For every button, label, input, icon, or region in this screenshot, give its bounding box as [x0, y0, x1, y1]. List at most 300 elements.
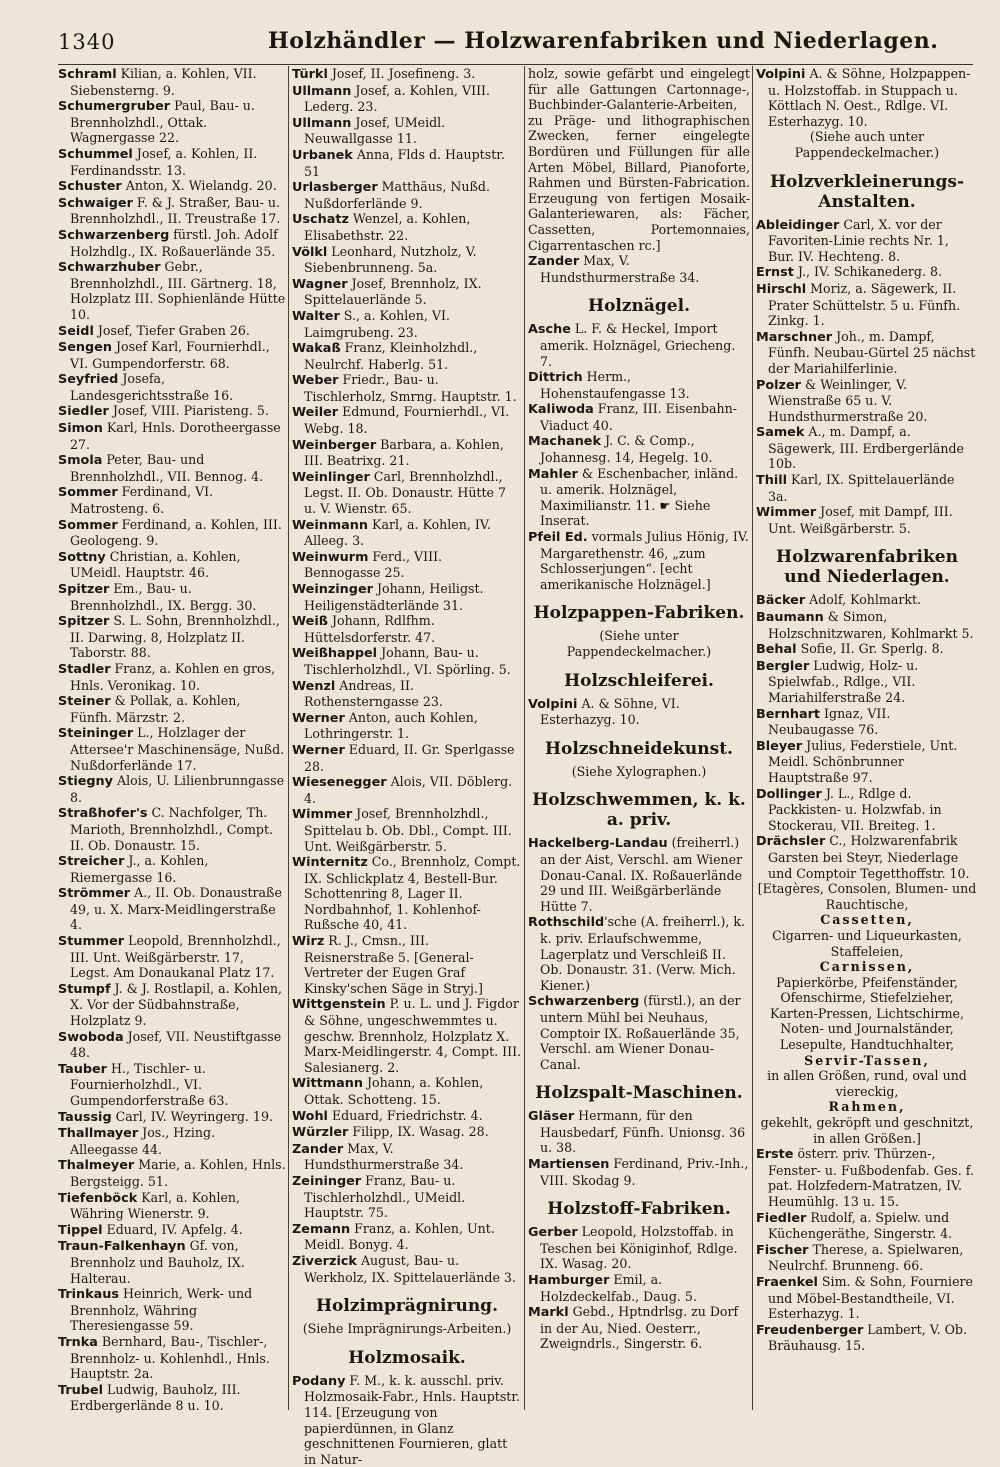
entry-name: Stumpf: [58, 981, 111, 997]
entry-text: Ludwig, Holz- u. Spielwfab., Rdlge., VII. Mariahilferstraße 24.: [768, 657, 919, 705]
directory-entry: [756, 1322, 978, 1354]
entry-name: Schwarzenberg: [58, 227, 170, 243]
directory-entry: [292, 211, 522, 243]
directory-entry: [756, 658, 978, 706]
entry-name: Sengen: [58, 340, 112, 356]
directory-entry: [58, 661, 286, 693]
entry-name: Marschner: [756, 329, 833, 345]
directory-entry: [292, 276, 522, 308]
entry-text: Karl, a. Kohlen, Währing Wienerstr. 9.: [70, 1189, 241, 1222]
entry-text: Filipp, IX. Wasag. 28.: [348, 1124, 489, 1140]
entry-text: Friedr., Bau- u. Tischlerholz, Smrng. Hauptstr. 1.: [304, 372, 517, 404]
entry-name: Schwarzhuber: [58, 260, 161, 276]
directory-entry: [58, 452, 286, 484]
section-heading: Holzschleiferei.: [564, 670, 714, 691]
entry-text: Gf. von, Brennholz und Bauholz, IX. Halterau.: [70, 1238, 245, 1286]
entry-name: Schwaiger: [58, 195, 133, 211]
entry-name: Tippel: [58, 1222, 103, 1238]
directory-entry: [58, 549, 286, 581]
entry-text: A. & Söhne, Holzpappen- u. Holzstoffab. in Stuppach u. Köttlach N. Oest., Rdlge. VI. Esterhazyg. 10.: [768, 66, 971, 129]
directory-entry: [756, 472, 978, 504]
entry-text: Josef, UMeidl. Neuwallgasse 11.: [304, 114, 446, 147]
entry-name: Sommer: [58, 485, 118, 501]
entry-list: [528, 835, 750, 1072]
entry-name: Tiefenböck: [58, 1190, 138, 1206]
entry-text: S., a. Kohlen, VI. Laimgrubeng. 23.: [304, 307, 450, 340]
entry-text: Johann, Heiligst. Heiligenstädterlände 31.: [304, 581, 484, 613]
entry-text: Josef, Brennholz, IX. Spittelauerlände 5.: [304, 275, 482, 308]
entry-text: Ludwig, Bauholz, III. Erdbergerlände 8 u. 10.: [70, 1381, 241, 1414]
directory-entry: [58, 1125, 286, 1157]
entry-text: Bernhard, Bau-, Tischler-, Brennholz- u. Kohlenhdl., Hnls. Hauptstr. 2a.: [70, 1333, 270, 1382]
directory-entry: [292, 437, 522, 469]
entry-text: Gebd., Hptndrlsg. zu Dorf in der Au, Nied. Oesterr., Zweigndrls., Singerstr. 6.: [540, 1304, 739, 1352]
entry-name: Schuster: [58, 179, 122, 195]
section-heading: Holzschneidekunst.: [545, 738, 733, 759]
directory-entry: [58, 725, 286, 773]
section-heading: Holzmosaik.: [348, 1347, 466, 1368]
section-heading: Holzpappen-Fabriken.: [533, 603, 745, 624]
directory-entry: [528, 466, 750, 529]
entry-text: Eduard, II. Gr. Sperlgasse 28.: [304, 741, 515, 774]
directory-entry: [756, 592, 978, 609]
entry-name: Schumergruber: [58, 99, 171, 115]
entry-list: [756, 592, 978, 881]
continued-text: holz, sowie gefärbt und eingelegt für alle Gattungen Cartonnage-, Buchbinder-Galanterie-Arbeiten, zu Präge- und lithographischen Zwecken, ferner eingelegte Bordüren und Füllungen für alle Arten Möbel, Billard, Pianoforte, Rahmen und Bürsten-Fabrication. Erzeugung von fertigen Mosaik-Galanteriewaren, als: Fächer, Cassetten, Portemonnaies, Cigarrentaschen rc.]: [528, 66, 750, 253]
entry-name: Spitzer: [58, 582, 110, 597]
directory-entry: [756, 738, 978, 786]
directory-entry: [58, 1109, 286, 1126]
directory-entry: [292, 774, 522, 806]
entry-text: J. L., Rdlge d. Packkisten- u. Holzwfab. in Stockerau, VII. Breiteg. 1.: [768, 785, 942, 833]
entry-name: Spitzer: [58, 614, 110, 630]
entry-name: Volpini: [756, 67, 806, 82]
entry-name: Wohl: [292, 1108, 328, 1124]
entry-name: Wittmann: [292, 1076, 363, 1092]
entry-name: Seyfried: [58, 372, 119, 388]
entry-text: Alois, U. Lilienbrunngasse 8.: [70, 773, 285, 805]
entry-text: Alois, VII. Döblerg. 4.: [304, 774, 513, 806]
directory-entry: [292, 1373, 522, 1467]
directory-entry: [58, 1334, 286, 1382]
directory-entry: [58, 1286, 286, 1334]
directory-entry: [528, 529, 750, 592]
directory-entry: [292, 678, 522, 710]
section-note: (Siehe Xylographen.): [571, 763, 707, 779]
entry-name: Trinkaus: [58, 1287, 120, 1303]
entry-name: Werner: [292, 710, 345, 726]
directory-entry: [756, 1210, 978, 1242]
entry-text: Leopold, Holzstoffab. in Teschen bei Königinhof, Rdlge. IX. Wasag. 20.: [540, 1224, 738, 1272]
entry-name: Volpini: [528, 696, 578, 712]
entry-text: Josef, a. Kohlen, VIII. Lederg. 23.: [304, 82, 491, 115]
directory-entry: [58, 323, 286, 340]
entry-list: [58, 66, 286, 1414]
entry-text: Julius, Federstiele, Unt. Meidl. Schönbrunner Hauptstraße 97.: [768, 737, 958, 785]
entry-text: Franz, a. Kohlen en gros, Hnls. Veronikag. 10.: [70, 660, 276, 693]
directory-entry: [756, 66, 978, 129]
directory-entry: [58, 227, 286, 259]
entry-text: Christian, a. Kohlen, UMeidl. Hauptstr. 46.: [70, 548, 241, 581]
column-divider: [752, 66, 753, 1410]
directory-entry: [58, 1238, 286, 1286]
entry-name: Weinberger: [292, 437, 377, 453]
entry-text: Sim. & Sohn, Fourniere und Möbel-Bestandtheile, VI. Esterhazyg. 1.: [768, 1273, 973, 1322]
entry-name: Würzler: [292, 1125, 349, 1141]
entry-name: Thill: [756, 473, 787, 489]
directory-entry: [292, 996, 522, 1075]
directory-entry: [292, 1141, 522, 1173]
entry-name: Seidl: [58, 323, 94, 339]
entry-name: Thallmayer: [58, 1126, 139, 1142]
entry-name: Hackelberg-Landau: [528, 836, 668, 852]
entry-name: Weinwurm: [292, 549, 369, 565]
entry-name: Werner: [292, 742, 345, 758]
column-3: [528, 66, 750, 1416]
entry-name: Behal: [756, 642, 797, 658]
entry-name: Urbanek: [292, 147, 353, 163]
entry-name: Thalmeyer: [58, 1158, 135, 1174]
page-header: [58, 30, 968, 62]
entry-name: Swoboda: [58, 1029, 124, 1045]
entry-name: Zander: [528, 254, 580, 270]
directory-entry: [528, 914, 750, 993]
entry-text: Anna, Flds d. Hauptstr. 51: [304, 146, 505, 179]
entry-text: Karl, a. Kohlen, IV. Alleeg. 3.: [304, 516, 491, 549]
entry-text: Rudolf, a. Spielw. und Küchengeräthe, Singerstr. 4.: [768, 1209, 953, 1242]
header-rule: [58, 64, 973, 65]
entry-text: H., Tischler- u. Fournierholzhdl., VI. Gumpendorferstraße 63.: [70, 1060, 229, 1108]
entry-name: Wakaß: [292, 341, 341, 357]
directory-entry: [756, 1242, 978, 1274]
entry-name: Stummer: [58, 934, 125, 950]
entry-name: Weinmann: [292, 517, 369, 533]
entry-text: Ferdinand, a. Kohlen, III. Geologeng. 9.: [70, 516, 282, 549]
entry-list: [292, 66, 522, 1285]
directory-entry: [292, 308, 522, 340]
column-4: [756, 66, 978, 1416]
entry-name: Samek: [756, 425, 805, 441]
directory-entry: [58, 339, 286, 371]
directory-entry: [58, 1190, 286, 1222]
running-title: Holzhändler — Holzwarenfabriken und Niederlagen.: [268, 28, 939, 54]
entry-text: J. & J. Rostlapil, a. Kohlen, X. Vor der Südbahnstraße, Holzplatz 9.: [70, 980, 283, 1029]
entry-text: Em., Bau- u. Brennholzhdl., IX. Bergg. 30.: [70, 581, 257, 613]
entry-name: Weinzinger: [292, 582, 373, 597]
directory-entry: [292, 66, 522, 83]
entry-list: [756, 1146, 978, 1354]
entry-list: [528, 1224, 750, 1352]
entry-name: Ullmann: [292, 115, 352, 131]
entry-list: [528, 696, 750, 728]
entry-text: A., m. Dampf, a. Sägewerk, III. Erdbergerlände 10b.: [768, 424, 964, 472]
entry-name: Podany: [292, 1373, 346, 1389]
entry-list: [528, 321, 750, 592]
directory-entry: [58, 613, 286, 661]
directory-entry: [756, 329, 978, 377]
directory-entry: [528, 835, 750, 914]
entry-name: Polzer: [756, 377, 801, 393]
directory-entry: [58, 371, 286, 403]
entry-text: Edmund, Fournierhdl., VI. Webg. 18.: [304, 404, 510, 437]
entry-text: Carl, X. vor der Favoriten-Linie rechts Nr. 1, Bur. IV. Hechteng. 8.: [768, 216, 949, 264]
entry-text: P. u. L. und J. Figdor & Söhne, ungeschwemmtes u. geschw. Brennholz, Holzplatz X. Marx-Meidlingerstr. 4, Compt. III. Salesianerg. 2.: [304, 996, 522, 1075]
directory-entry: [292, 83, 522, 115]
directory-entry: [292, 806, 522, 854]
entry-text: Kilian, a. Kohlen, VII. Siebensterng. 9.: [70, 66, 257, 98]
directory-entry: [756, 424, 978, 472]
directory-entry: [58, 693, 286, 725]
entry-name: Stiegny: [58, 774, 114, 790]
directory-entry: [528, 1108, 750, 1156]
directory-entry: [58, 420, 286, 452]
entry-text: Ignaz, VII. Neubaugasse 76.: [768, 705, 891, 738]
entry-name: Streicher: [58, 854, 125, 870]
directory-entry: [58, 1222, 286, 1239]
entry-name: Zeininger: [292, 1173, 362, 1189]
entry-text: Josef, mit Dampf, III. Unt. Weißgärberstr. 5.: [768, 504, 953, 536]
directory-entry: [58, 581, 286, 613]
directory-entry: [292, 1108, 522, 1125]
entry-text: Franz, III. Eisenbahn-Viaduct 40.: [540, 401, 737, 433]
directory-entry: [528, 1304, 750, 1352]
advert-line: Papierkörbe, Pfeifenständer, Ofenschirme, Stiefelzieher, Karten-Pressen, Lichtschirme,: [770, 974, 964, 1021]
directory-entry: [292, 517, 522, 549]
entry-text: Lambert, V. Ob. Bräuhausg. 15.: [768, 1321, 967, 1354]
column-divider: [524, 66, 525, 1410]
advert-line: Noten- und Journalständer,: [780, 1021, 954, 1037]
directory-entry: [528, 993, 750, 1072]
entry-list: [528, 1108, 750, 1188]
directory-entry: [528, 321, 750, 369]
entry-text: Ferd., VIII. Bennogasse 25.: [304, 548, 443, 581]
entry-name: Bergler: [756, 658, 810, 674]
entry-name: Bäcker: [756, 593, 806, 609]
directory-entry: [58, 178, 286, 195]
entry-name: Hamburger: [528, 1273, 610, 1289]
directory-entry: [756, 1274, 978, 1322]
entry-text: A. & Söhne, VI. Esterhazyg. 10.: [540, 695, 680, 728]
entry-name: Steininger: [58, 726, 134, 742]
entry-text: Max, V. Hundsthurmerstraße 34.: [304, 1140, 464, 1173]
directory-entry: [292, 549, 522, 581]
section-heading: Holzwarenfabriken und Niederlagen.: [776, 547, 958, 588]
entry-text: Anton, X. Wielandg. 20.: [121, 178, 277, 194]
entry-text: S. L. Sohn, Brennholzhdl., II. Darwing. 8, Holzplatz II. Taborstr. 88.: [70, 613, 280, 661]
directory-entry: [58, 885, 286, 933]
entry-text: Joh., m. Dampf, Fünfh. Neubau-Gürtel 25 nächst der Mariahilferlinie.: [768, 328, 976, 376]
entry-name: Wiesenegger: [292, 775, 387, 791]
directory-entry: [58, 933, 286, 981]
entry-name: Pfeil Ed.: [528, 530, 588, 546]
entry-text: C. Nachfolger, Th. Marioth, Brennholzhdl., Compt. II. Ob. Donaustr. 15.: [70, 805, 274, 853]
entry-text: Co., Brennholz, Compt. IX. Schlickplatz 4, Bestell-Bur. Schottenring 8, Lager II. Nordbahnhof, 1. Kohlenhof-Rußsche 40, 41.: [304, 854, 521, 933]
entry-text: Andreas, II. Rothensterngasse 23.: [304, 677, 443, 710]
directory-entry: [292, 710, 522, 742]
entry-text: Karl, Hnls. Dorotheergasse 27.: [70, 420, 281, 452]
section-heading: Holzschwemmen, k. k. a. priv.: [532, 790, 746, 831]
entry-text: Anton, auch Kohlen, Lothringerstr. 1.: [304, 709, 478, 742]
entry-name: Martiensen: [528, 1157, 610, 1173]
entry-text: Moriz, a. Sägewerk, II. Prater Schüttelstr. 5 u. Fünfh. Zinkg. 1.: [768, 280, 961, 329]
entry-name: Weiler: [292, 405, 339, 421]
directory-entry: [528, 369, 750, 401]
entry-text: Marie, a. Kohlen, Hnls. Bergsteigg. 51.: [70, 1157, 286, 1189]
entry-name: Strömmer: [58, 886, 131, 902]
entry-name: Weber: [292, 373, 339, 389]
entry-name: Hirschl: [756, 281, 807, 297]
section-heading: Holzimprägnirung.: [315, 1296, 498, 1317]
entry-name: Schraml: [58, 67, 117, 82]
directory-entry: [528, 696, 750, 728]
directory-entry: [58, 981, 286, 1029]
directory-entry: [58, 805, 286, 853]
entry-name: Sottny: [58, 549, 106, 565]
directory-entry: [292, 372, 522, 404]
directory-entry: [58, 1061, 286, 1109]
advert-line: Rahmen,: [828, 1099, 906, 1115]
directory-entry: [292, 613, 522, 645]
entry-text: Max, V. Hundsthurmerstraße 34.: [540, 253, 700, 285]
entry-text: Josef, II. Josefineng. 3.: [327, 66, 476, 81]
directory-entry: [292, 1221, 522, 1253]
entry-name: Ableidinger: [756, 217, 840, 233]
entry-text: Franz, Kleinholzhdl., Neulrchf. Haberlg. 51.: [304, 340, 478, 372]
entry-name: Wagner: [292, 276, 348, 292]
entry-text: Gebr., Brennholzhdl., III. Gärtnerg. 18, Holzplatz III. Sophienlände Hütte 10.: [70, 259, 286, 322]
entry-name: Wirz: [292, 934, 325, 950]
section-heading: Holzstoff-Fabriken.: [547, 1199, 731, 1220]
entry-text: & Weinlinger, V. Wienstraße 65 u. V. Hundsthurmerstraße 20.: [768, 376, 928, 424]
entry-name: Drächsler: [756, 834, 826, 850]
entry-name: Fiedler: [756, 1210, 807, 1226]
entry-text: J. C. & Comp., Johannesg. 14, Hegelg. 10.: [540, 433, 713, 466]
entry-text: Peter, Bau- und Brennholzhdl., VII. Bennog. 4.: [70, 452, 264, 484]
section-note: (Siehe Imprägnirungs-Arbeiten.): [302, 1321, 512, 1337]
entry-text: vormals Julius Hönig, IV. Margarethenstr. 46, „zum Schlosserjungen“. [echt amerikanische Holznägel.]: [540, 529, 749, 592]
entry-name: Urlasberger: [292, 180, 378, 196]
entry-name: Siedler: [58, 404, 109, 420]
entry-text: August, Bau- u. Werkholz, IX. Spittelauerlände 3.: [304, 1252, 516, 1285]
entry-text: A., II. Ob. Donaustraße 49, u. X. Marx-Meidlingerstraße 4.: [70, 885, 282, 933]
entry-text: F. & J. Straßer, Bau- u. Brennholzhdl., II. Treustraße 17.: [70, 194, 281, 227]
section-heading: Holzspalt-Maschinen.: [535, 1083, 743, 1104]
entry-name: Trubel: [58, 1382, 103, 1398]
entry-name: Schwarzenberg: [528, 994, 640, 1010]
entry-name: Baumann: [756, 610, 824, 626]
directory-entry: [756, 217, 978, 265]
entry-name: Stadler: [58, 661, 111, 677]
entry-name: Kaliwoda: [528, 402, 594, 418]
directory-entry: [528, 401, 750, 433]
advert-line: gekehlt, gekröpft und geschnitzt, in allen Größen.]: [760, 1115, 974, 1146]
directory-entry: [292, 244, 522, 276]
directory-entry: [292, 115, 522, 147]
entry-name: Traun-Falkenhayn: [58, 1239, 186, 1255]
directory-entry: [58, 195, 286, 227]
section-heading: Holzverkleinerungs-Anstalten.: [769, 171, 965, 212]
entry-text: J., IV. Schikanederg. 8.: [793, 264, 943, 280]
directory-entry: [292, 645, 522, 677]
page-number: 1340: [58, 30, 116, 54]
entry-text: Heinrich, Werk- und Brennholz, Währing Theresiengasse 59.: [70, 1286, 253, 1334]
directory-entry: [292, 404, 522, 436]
entry-text: Carl, IV. Weyringerg. 19.: [111, 1108, 273, 1124]
entry-name: Gerber: [528, 1225, 578, 1241]
entry-text: Leopold, Brennholzhdl., III. Unt. Weißgärberstr. 17, Legst. Am Donaukanal Platz 17.: [70, 933, 281, 981]
directory-entry: [58, 98, 286, 146]
advert-line: Servir-Tassen,: [804, 1052, 930, 1068]
directory-entry: [756, 833, 978, 881]
entry-name: Wittgenstein: [292, 997, 386, 1013]
entry-text: (freiherrl.) an der Aist, Verschl. am Wiener Donau-Canal. IX. Roßauerlände 29 und III. Weißgärberlände Hütte 7.: [540, 835, 743, 914]
advert-line: Cigarren- und Liqueurkasten, Staffeleien,: [772, 927, 962, 959]
entry-name: Rothschild: [528, 915, 605, 931]
entry-text: Emil, a. Holzdeckelfab., Daug. 5.: [540, 1272, 697, 1304]
entry-text: Ferdinand, VI. Matrosteng. 6.: [70, 484, 214, 517]
entry-list: [756, 66, 978, 129]
directory-entry: [58, 853, 286, 885]
entry-name: Trnka: [58, 1334, 98, 1350]
entry-text: 'sche (A. freiherrl.), k. k. priv. Erlaufschwemme, Lagerplatz und Verschleiß II. Ob. Donaustr. 31. (Verw. Mich. Kiener.): [540, 914, 746, 993]
directory-entry: [292, 854, 522, 933]
entry-name: Ernst: [756, 265, 794, 281]
entry-name: Tauber: [58, 1061, 107, 1077]
entry-text: C., Holzwarenfabrik Garsten bei Steyr, Niederlage und Comptoir Tegetthoffstr. 10.: [768, 833, 970, 881]
entry-text: Carl, Brennholzhdl., Legst. II. Ob. Donaustr. Hütte 7 u. V. Wienstr. 65.: [304, 468, 507, 517]
column-divider: [288, 66, 289, 1410]
entry-text: F. M., k. k. ausschl. priv. Holzmosaik-Fabr., Hnls. Hauptstr. 114. [Erzeugung von papierdünnen, in Glanz geschnittenen Fournieren, glatt in Natur-: [304, 1372, 520, 1467]
column-1: [58, 66, 286, 1416]
directory-entry: [528, 1272, 750, 1304]
entry-text: J., a. Kohlen, Riemergasse 16.: [70, 853, 209, 885]
entry-text: Jos., Hzing. Alleegasse 44.: [70, 1125, 216, 1157]
entry-text: Hermann, für den Hausbedarf, Fünfh. Unionsg. 36 u. 38.: [540, 1108, 746, 1156]
directory-entry: [756, 706, 978, 738]
entry-name: Sommer: [58, 517, 118, 533]
directory-entry: [756, 377, 978, 425]
directory-entry: [58, 773, 286, 805]
entry-name: Machanek: [528, 434, 602, 450]
entry-name: Asche: [528, 322, 571, 338]
entry-text: Karl, IX. Spittelauerlände 3a.: [768, 472, 955, 504]
directory-entry: [292, 469, 522, 517]
entry-text: Paul, Bau- u. Brennholzhdl., Ottak. Wagnergasse 22.: [70, 98, 255, 146]
entry-text: Johann, Rdlfhm. Hüttelsdorferstr. 47.: [304, 613, 436, 645]
entry-text: Wenzel, a. Kohlen, Elisabethstr. 22.: [304, 211, 471, 243]
directory-entry: [292, 340, 522, 372]
directory-entry: [292, 147, 522, 179]
directory-entry: [756, 264, 978, 281]
directory-entry: [58, 259, 286, 322]
entry-name: Weißhappel: [292, 646, 378, 662]
directory-entry: [756, 786, 978, 834]
entry-text: Johann, Bau- u. Tischlerholzhdl., VI. Spörling. 5.: [304, 645, 511, 677]
entry-name: Fischer: [756, 1242, 809, 1258]
entry-name: Smola: [58, 453, 103, 469]
entry-name: Wimmer: [756, 505, 817, 521]
entry-name: Dollinger: [756, 786, 822, 802]
directory-entry: [292, 1075, 522, 1107]
entry-text: Josef, a. Kohlen, II. Ferdinandsstr. 13.: [70, 145, 258, 178]
entry-name: Erste: [756, 1147, 794, 1163]
section-note: (Siehe unter Pappendeckelmacher.): [566, 628, 712, 659]
directory-entry: [292, 581, 522, 613]
directory-entry: [58, 1029, 286, 1061]
entry-list: [756, 217, 978, 537]
entry-name: Bleyer: [756, 738, 803, 754]
entry-name: Weinlinger: [292, 469, 370, 485]
